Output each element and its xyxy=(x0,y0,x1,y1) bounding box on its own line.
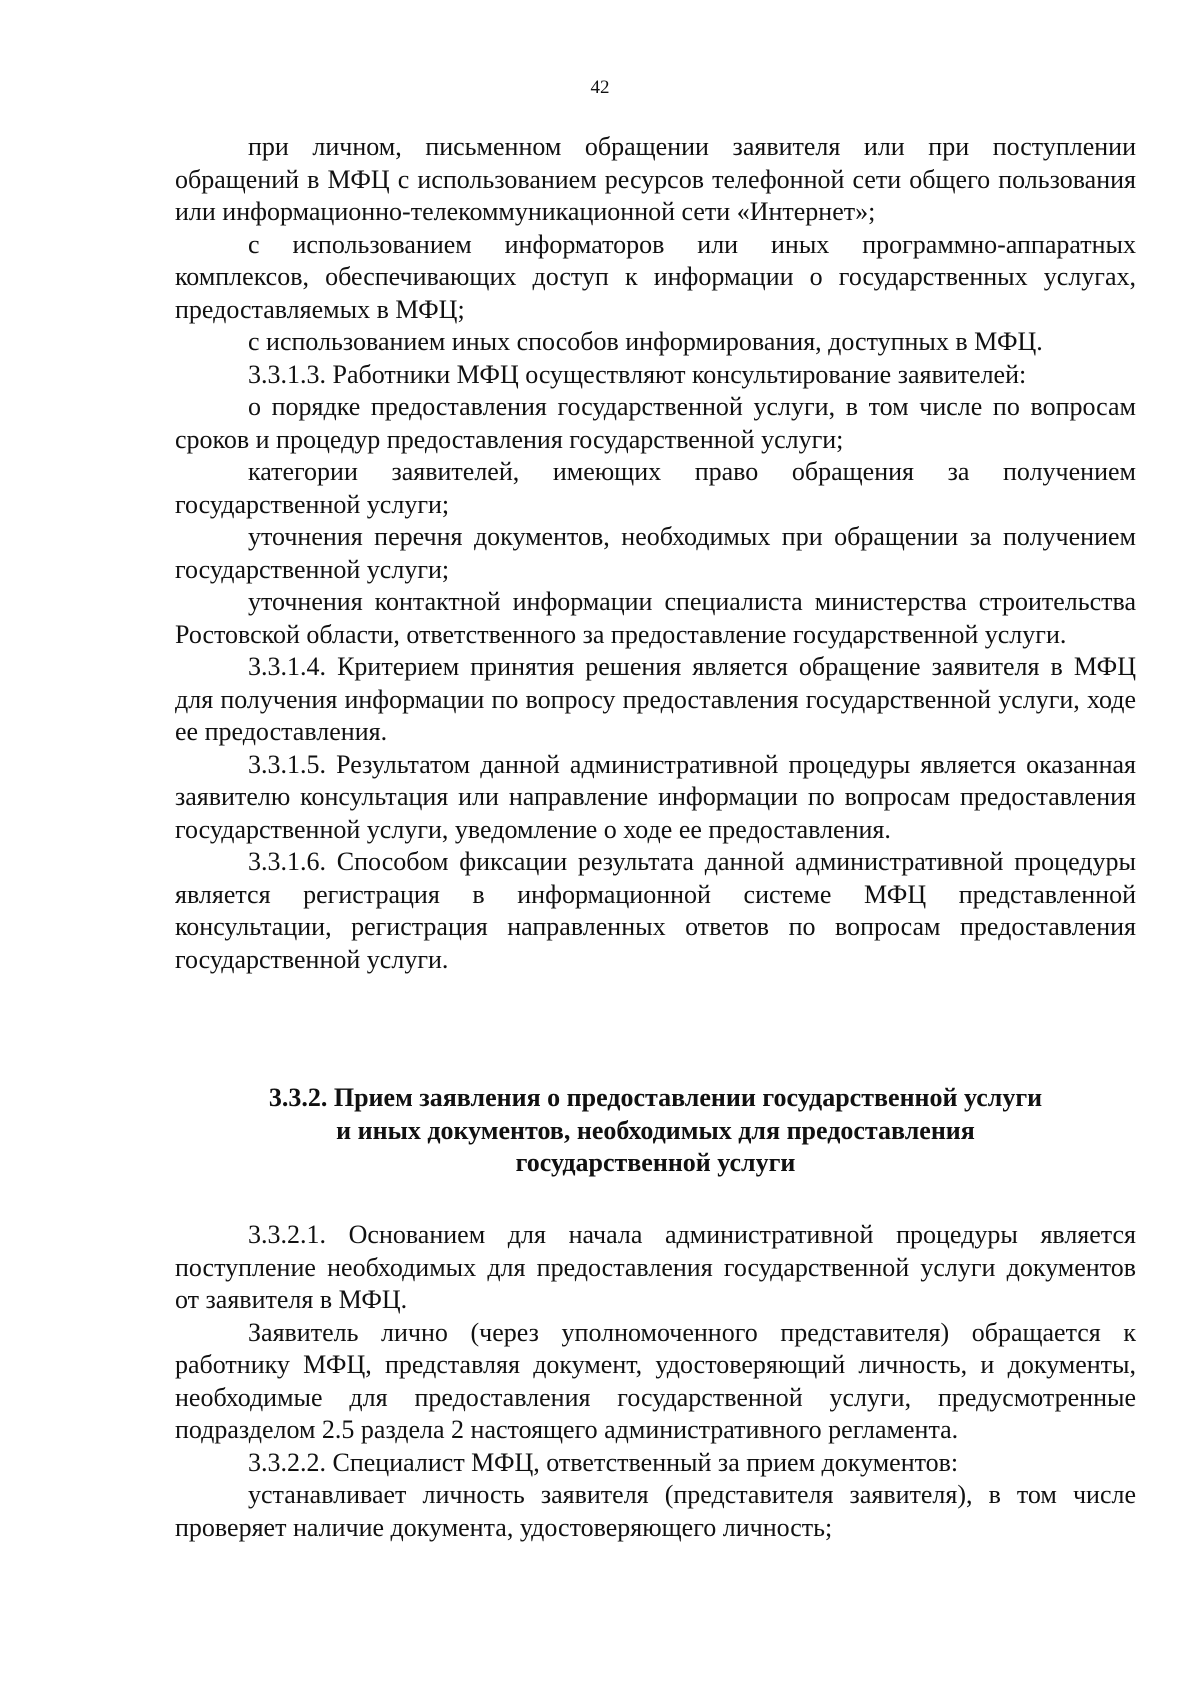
section-heading xyxy=(175,1082,1136,1180)
paragraph: Заявитель лично (через уполномоченного представителя) обращается к работнику МФЦ, представляя документ, удостоверяющий личность, и документы, необходимые для предоставления государственной услуги, предусмотренные подразделом 2.5 раздела 2 настоящего административного регламента. xyxy=(175,1317,1136,1444)
body-text-bottom xyxy=(175,1219,1136,1544)
section-heading-line: и иных документов, необходимых для предоставления xyxy=(336,1115,975,1145)
paragraph: с использованием иных способов информирования, доступных в МФЦ. xyxy=(248,327,1043,356)
paragraph: о порядке предоставления государственной услуги, в том числе по вопросам сроков и процедур предоставления государственной услуги; xyxy=(175,392,1136,454)
page-number: 42 xyxy=(590,77,610,98)
paragraph: с использованием информаторов или иных программно-аппаратных комплексов, обеспечивающих доступ к информации о государственных услугах, предоставляемых в МФЦ; xyxy=(175,229,1136,324)
paragraph: устанавливает личность заявителя (представителя заявителя), в том числе проверяет наличие документа, удостоверяющего личность; xyxy=(175,1480,1136,1542)
paragraph: 3.3.1.6. Способом фиксации результата данной административной процедуры является регистрация в информационной системе МФЦ представленной консультации, регистрация направленных ответов по вопросам предоставления государственной услуги. xyxy=(175,847,1136,974)
paragraph: 3.3.1.3. Работники МФЦ осуществляют консультирование заявителей: xyxy=(248,359,1027,389)
body-text-top xyxy=(175,131,1136,976)
paragraph: уточнения контактной информации специалиста министерства строительства Ростовской области, ответственного за предоставление государственной услуги. xyxy=(175,587,1136,649)
paragraph: 3.3.2.1. Основанием для начала административной процедуры является поступление необходимых для предоставления государственной услуги документов от заявителя в МФЦ. xyxy=(175,1220,1136,1314)
paragraph: 3.3.2.2. Специалист МФЦ, ответственный за прием документов: xyxy=(248,1447,959,1477)
section-heading-line: государственной услуги xyxy=(515,1148,796,1177)
paragraph: при личном, письменном обращении заявителя или при поступлении обращений в МФЦ с использованием ресурсов телефонной сети общего пользования или информационно-телекоммуникационной сети «Интернет»; xyxy=(175,132,1136,226)
paragraph: 3.3.1.4. Критерием принятия решения является обращение заявителя в МФЦ для получения информации по вопросу предоставления государственной услуги, ходе ее предоставления. xyxy=(175,652,1136,746)
paragraph: уточнения перечня документов, необходимых при обращении за получением государственной услуги; xyxy=(175,522,1136,584)
paragraph: 3.3.1.5. Результатом данной административной процедуры является оказанная заявителю консультация или направление информации по вопросам предоставления государственной услуги, уведомление о ходе ее предоставления. xyxy=(175,749,1136,844)
section-heading-line: 3.3.2. Прием заявления о предоставлении государственной услуги xyxy=(268,1083,1043,1112)
paragraph: категории заявителей, имеющих право обращения за получением государственной услуги; xyxy=(175,457,1136,519)
